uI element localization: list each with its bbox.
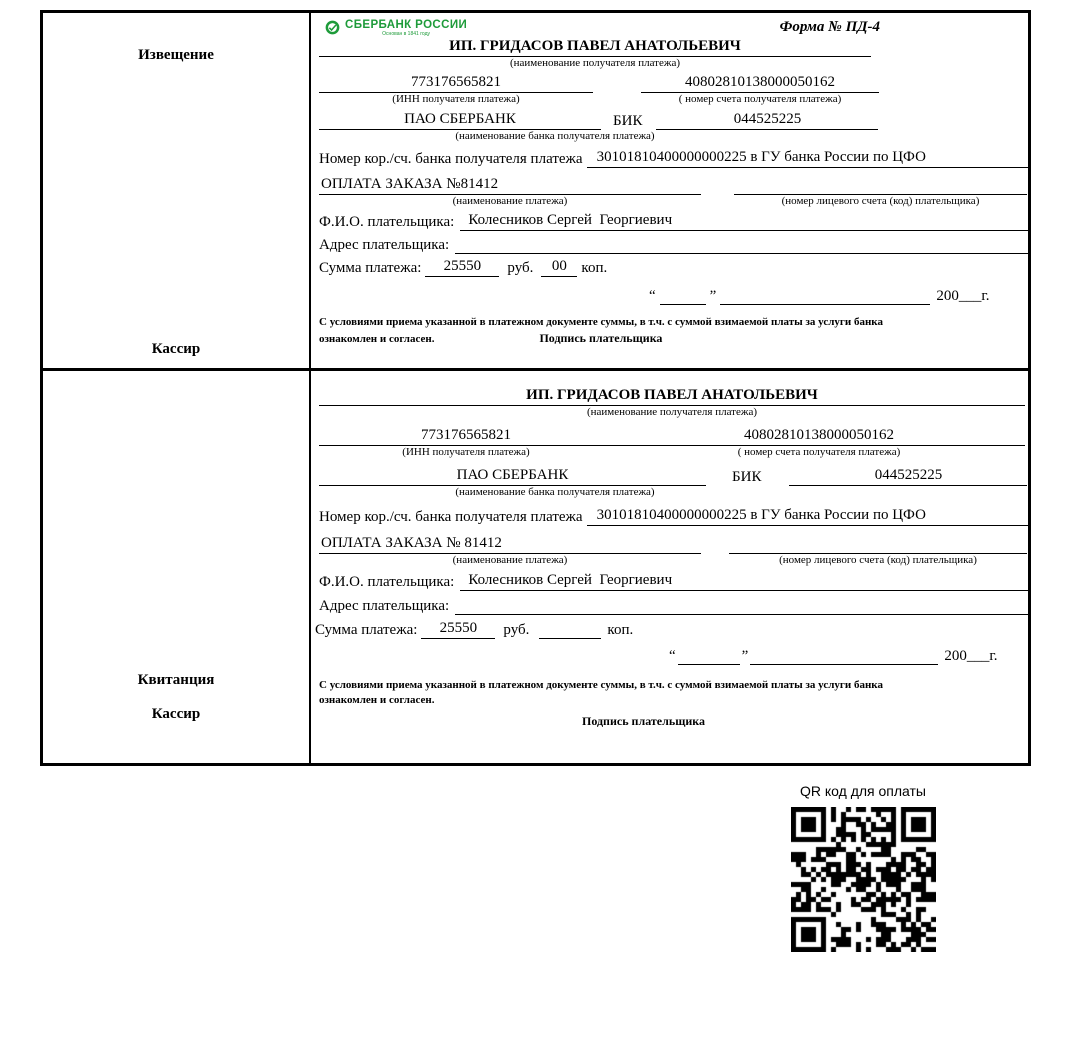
date-year: 200___г. (944, 648, 998, 664)
corr-account-label: Номер кор./сч. банка получателя платежа (319, 150, 583, 167)
sberbank-logo-subtext: Основан в 1841 году (382, 30, 430, 37)
inn-value: 773176565821 (319, 427, 613, 446)
recipient-caption: (наименование получателя платежа) (509, 56, 681, 69)
amount-rub-value: 25550 (425, 258, 499, 277)
payment-purpose: ОПЛАТА ЗАКАЗА № 81412 (319, 535, 701, 554)
amount-kop-value (539, 620, 601, 639)
account-caption: ( номер счета получателя платежа) (678, 92, 842, 105)
amount-label: Сумма платежа: (315, 622, 418, 638)
date-day-blank (678, 646, 740, 665)
payer-name-value: Колесников Сергей Георгиевич (460, 572, 1028, 591)
cashier-label: Кассир (151, 706, 201, 722)
bik-label: БИК (732, 469, 762, 485)
payer-name-label: Ф.И.О. плательщика: (319, 574, 455, 590)
personal-account-caption: (номер лицевого счета (код) плательщика) (781, 194, 980, 207)
kop-label: коп. (607, 622, 634, 638)
payer-signature-label: Подпись плательщика (539, 331, 663, 346)
bik-value: 044525225 (656, 111, 878, 130)
amount-label: Сумма платежа: (319, 259, 422, 276)
purpose-caption: (наименование платежа) (452, 554, 568, 566)
personal-account-caption: (номер лицевого счета (код) плательщика) (779, 554, 977, 566)
amount-rub-value: 25550 (421, 620, 495, 639)
bank-name: ПАО СБЕРБАНК (319, 111, 601, 130)
payer-name-value: Колесников Сергей Георгиевич (460, 212, 1028, 231)
notice-side-column (43, 13, 311, 368)
date-month-blank (750, 646, 938, 665)
kop-label: коп. (581, 259, 608, 276)
inn-value: 773176565821 (319, 74, 593, 93)
account-value: 40802810138000050162 (613, 427, 1025, 446)
purpose-caption: (наименование платежа) (452, 194, 568, 207)
bik-label: БИК (613, 112, 643, 129)
personal-account-blank (734, 176, 1027, 195)
bank-name: ПАО СБЕРБАНК (319, 467, 706, 486)
date-close-quote: ” (709, 287, 717, 304)
account-caption: ( номер счета получателя платежа) (737, 446, 901, 458)
date-day-blank (660, 286, 706, 305)
receipt-content (311, 371, 1028, 763)
rub-label: руб. (503, 622, 530, 638)
cashier-label: Кассир (151, 341, 201, 357)
date-year: 200___г. (936, 287, 990, 304)
corr-account-label: Номер кор./сч. банка получателя платежа (319, 509, 583, 525)
terms-line1: С условиями приема указанной в платежном документе суммы, в т.ч. с суммой взимаемой платы за услуги банка (319, 679, 883, 691)
inn-caption: (ИНН получателя платежа) (402, 446, 530, 458)
form-title: Форма № ПД-4 (779, 19, 880, 35)
payer-address-blank (455, 596, 1028, 615)
qr-code (791, 807, 936, 952)
payer-signature-label: Подпись плательщика (582, 713, 705, 728)
date-close-quote: ” (741, 648, 749, 664)
qr-label: QR код для оплаты (799, 783, 926, 799)
bank-caption: (наименование банка получателя платежа) (455, 486, 655, 498)
section-notice (43, 13, 1028, 371)
corr-account-value: 30101810400000000225 в ГУ банка России по ЦФО (587, 149, 1028, 168)
receipt-side-column (43, 371, 311, 763)
sberbank-logo-icon (325, 20, 340, 35)
notice-label: Извещение (138, 47, 214, 63)
notice-content (311, 13, 1028, 368)
date-open-quote: “ (649, 287, 656, 304)
recipient-name: ИП. ГРИДАСОВ ПАВЕЛ АНАТОЛЬЕВИЧ (319, 387, 1025, 406)
rub-label: руб. (507, 259, 534, 276)
sberbank-logo (325, 19, 467, 37)
inn-caption: (ИНН получателя платежа) (392, 92, 520, 105)
sberbank-logo-text: СБЕРБАНК РОССИИ (345, 19, 468, 31)
section-receipt (43, 371, 1028, 763)
amount-kop-value: 00 (541, 258, 577, 277)
payment-form-pd4 (40, 10, 1031, 766)
date-month-blank (720, 286, 930, 305)
account-value: 40802810138000050162 (641, 74, 879, 93)
recipient-caption: (наименование получателя платежа) (586, 406, 758, 418)
recipient-name: ИП. ГРИДАСОВ ПАВЕЛ АНАТОЛЬЕВИЧ (319, 38, 871, 57)
terms-line2: ознакомлен и согласен. (319, 333, 435, 346)
date-open-quote: “ (669, 648, 676, 664)
payer-name-label: Ф.И.О. плательщика: (319, 213, 455, 230)
personal-account-blank (729, 535, 1027, 554)
payer-address-blank (455, 235, 1028, 254)
receipt-label: Квитанция (137, 672, 215, 688)
payment-purpose: ОПЛАТА ЗАКАЗА №81412 (319, 176, 701, 195)
corr-account-value: 30101810400000000225 в ГУ банка России по ЦФО (587, 507, 1028, 526)
terms-line2: ознакомлен и согласен. (319, 694, 435, 707)
bik-value: 044525225 (789, 467, 1027, 486)
qr-block (788, 783, 938, 952)
terms-line1: С условиями приема указанной в платежном документе суммы, в т.ч. с суммой взимаемой платы за услуги банка (319, 315, 883, 328)
payer-address-label: Адрес плательщика: (319, 236, 450, 253)
payer-address-label: Адрес плательщика: (319, 598, 450, 614)
bank-caption: (наименование банка получателя платежа) (455, 129, 655, 142)
